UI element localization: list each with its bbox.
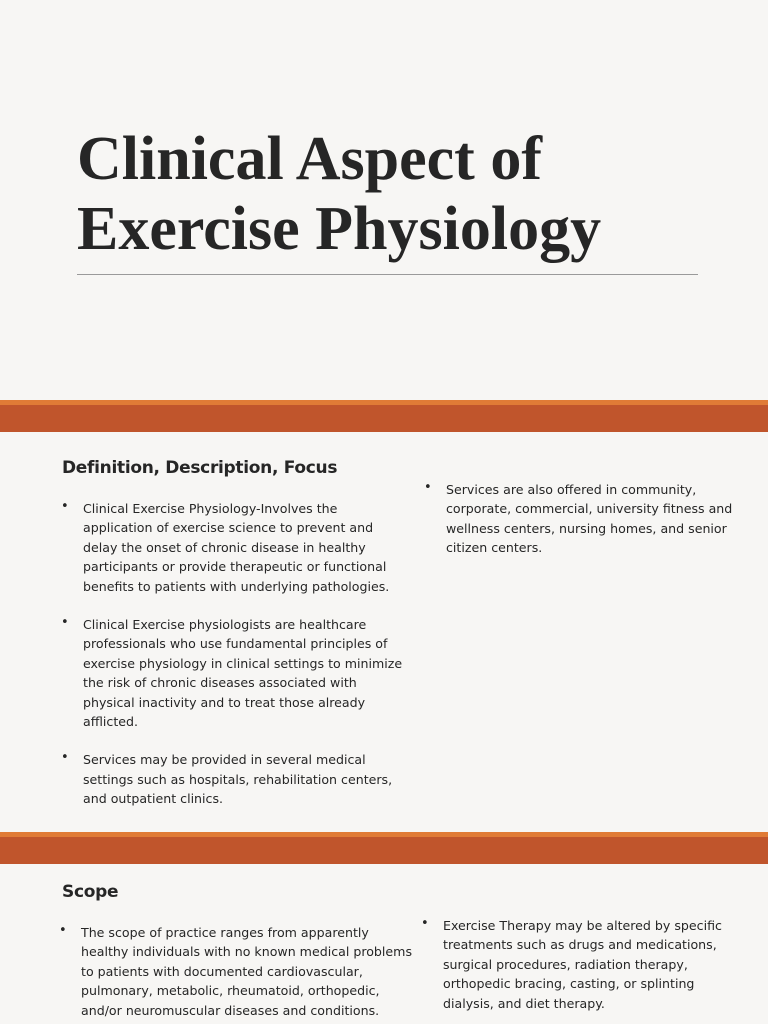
title-line-2: Exercise Physiology	[77, 195, 602, 263]
right-bullet-list	[424, 480, 746, 577]
title-slide	[0, 0, 768, 400]
list-item: • Exercise Therapy may be altered by specific treatments such as drugs and medications, surgical procedures, radiation therapy, orthopedic bracing, casting, or splinting dialysis, and diet therapy.	[421, 916, 747, 1013]
list-item: • The scope of practice ranges from apparently healthy individuals with no known medical problems to patients with documented cardiovascular, pulmonary, metabolic, rheumatoid, orthopedic, and/or neuromuscular diseases and conditions.	[59, 923, 415, 1020]
slide-heading: Definition, Description, Focus	[62, 458, 338, 478]
slide-title	[77, 124, 717, 264]
slide-divider-band	[0, 832, 768, 864]
left-bullet-list	[59, 923, 415, 1024]
definition-slide	[0, 432, 768, 832]
list-item: • Clinical Exercise Physiology-Involves the application of exercise science to prevent and delay the onset of chronic disease in healthy participants or provide therapeutic or functional benefits to patients with underlying pathologies.	[61, 499, 405, 596]
title-underline	[77, 274, 698, 275]
scope-slide	[0, 864, 768, 1024]
list-item: • Clinical Exercise physiologists are healthcare professionals who use fundamental principles of exercise physiology in clinical settings to minimize the risk of chronic diseases associated with physical inactivity and to treat those already afflicted.	[61, 615, 405, 731]
list-item: • Services are also offered in community, corporate, commercial, university fitness and wellness centers, nursing homes, and senior citizen centers.	[424, 480, 746, 558]
title-line-1: Clinical Aspect of	[77, 125, 542, 193]
slide-heading: Scope	[62, 882, 119, 902]
right-bullet-list	[421, 916, 747, 1024]
list-item: • Services may be provided in several medical settings such as hospitals, rehabilitation centers, and outpatient clinics.	[61, 750, 405, 808]
slide-divider-band	[0, 400, 768, 432]
left-bullet-list	[61, 499, 405, 828]
